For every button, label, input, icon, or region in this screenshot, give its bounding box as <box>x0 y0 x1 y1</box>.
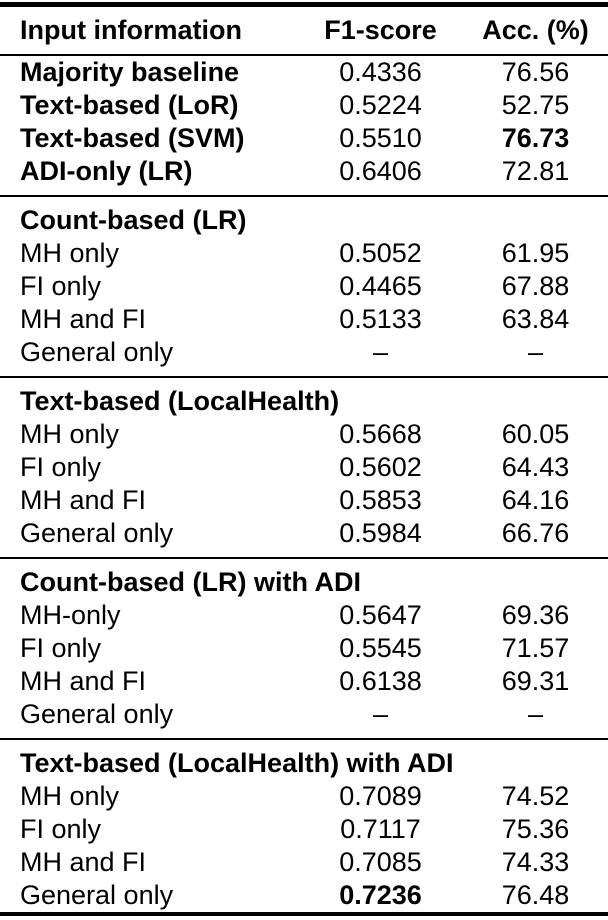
f1-value: 0.6138 <box>339 666 422 696</box>
table-row <box>0 698 608 731</box>
table-row <box>0 270 608 303</box>
acc-value: 66.76 <box>501 518 570 548</box>
acc-value: 75.36 <box>501 814 570 844</box>
table-bottom-rule <box>0 912 608 916</box>
acc-value: 64.43 <box>501 452 570 482</box>
row-label: MH-only <box>20 600 121 630</box>
f1-value: 0.5133 <box>339 304 422 334</box>
f1-value: 0.7089 <box>339 781 422 811</box>
acc-value: 74.33 <box>501 847 570 877</box>
f1-value: 0.7236 <box>339 880 422 910</box>
table-row <box>0 484 608 517</box>
table-row <box>0 56 608 89</box>
acc-value: 63.84 <box>501 304 570 334</box>
f1-value: 0.5545 <box>339 633 422 663</box>
row-label: General only <box>20 880 174 910</box>
acc-value: 67.88 <box>501 271 570 301</box>
f1-value: 0.5052 <box>339 238 422 268</box>
f1-value: – <box>372 699 389 729</box>
table-row <box>0 155 608 188</box>
row-label: General only <box>20 699 174 729</box>
table-row <box>0 451 608 484</box>
acc-value: – <box>527 699 544 729</box>
row-label: MH only <box>20 238 120 268</box>
table-row <box>0 813 608 846</box>
row-label: Text-based (LoR) <box>20 90 239 120</box>
f1-value: 0.5224 <box>339 90 422 120</box>
acc-value: 69.36 <box>501 600 570 630</box>
row-label: MH only <box>20 781 120 811</box>
acc-value: 52.75 <box>501 90 570 120</box>
row-label: MH only <box>20 419 120 449</box>
acc-value: 74.52 <box>501 781 570 811</box>
table-row <box>0 89 608 122</box>
f1-value: 0.5853 <box>339 485 422 515</box>
acc-value: 71.57 <box>501 633 570 663</box>
table-row <box>0 418 608 451</box>
table-row <box>0 879 608 912</box>
acc-value: 69.31 <box>501 666 570 696</box>
row-label: FI only <box>20 271 102 301</box>
section-header-row <box>0 204 608 237</box>
table-row <box>0 846 608 879</box>
column-header-input-information: Input information <box>20 15 242 45</box>
acc-value: 76.48 <box>501 880 570 910</box>
table-row <box>0 665 608 698</box>
section-header-row <box>0 385 608 418</box>
table-row <box>0 780 608 813</box>
results-table-body <box>0 56 608 912</box>
row-label: MH and FI <box>20 666 147 696</box>
section-divider-rule <box>0 550 608 566</box>
table-row <box>0 336 608 369</box>
section-header-row <box>0 566 608 599</box>
f1-value: 0.4336 <box>339 57 422 87</box>
f1-value: 0.7085 <box>339 847 422 877</box>
table-row <box>0 303 608 336</box>
acc-value: 76.73 <box>501 123 570 153</box>
row-label: General only <box>20 518 174 548</box>
section-title: Count-based (LR) <box>20 205 247 235</box>
f1-value: 0.4465 <box>339 271 422 301</box>
f1-value: – <box>372 337 389 367</box>
row-label: MH and FI <box>20 485 147 515</box>
column-header-accuracy: Acc. (%) <box>482 15 589 45</box>
acc-value: 60.05 <box>501 419 570 449</box>
f1-value: 0.5510 <box>339 123 422 153</box>
f1-value: 0.5647 <box>339 600 422 630</box>
row-label: General only <box>20 337 174 367</box>
section-divider-rule <box>0 731 608 747</box>
table-header-row <box>0 7 608 54</box>
row-label: FI only <box>20 452 102 482</box>
row-label: FI only <box>20 633 102 663</box>
row-label: MH and FI <box>20 847 147 877</box>
acc-value: 64.16 <box>501 485 570 515</box>
row-label: Text-based (SVM) <box>20 123 245 153</box>
table-row <box>0 122 608 155</box>
section-header-row <box>0 747 608 780</box>
row-label: Majority baseline <box>20 57 240 87</box>
f1-value: 0.5984 <box>339 518 422 548</box>
section-divider-rule <box>0 188 608 204</box>
column-header-f1-score: F1-score <box>324 15 437 45</box>
section-title: Count-based (LR) with ADI <box>20 567 361 597</box>
row-label: MH and FI <box>20 304 147 334</box>
section-title: Text-based (LocalHealth) <box>20 386 340 416</box>
section-divider-rule <box>0 369 608 385</box>
f1-value: 0.6406 <box>339 156 422 186</box>
acc-value: 76.56 <box>501 57 570 87</box>
acc-value: 61.95 <box>501 238 570 268</box>
table-row <box>0 632 608 665</box>
table-row <box>0 599 608 632</box>
table-row <box>0 517 608 550</box>
acc-value: – <box>527 337 544 367</box>
row-label: FI only <box>20 814 102 844</box>
f1-value: 0.5668 <box>339 419 422 449</box>
section-title: Text-based (LocalHealth) with ADI <box>20 748 454 778</box>
acc-value: 72.81 <box>501 156 570 186</box>
table-row <box>0 237 608 270</box>
row-label: ADI-only (LR) <box>20 156 193 186</box>
f1-value: 0.7117 <box>340 814 421 844</box>
f1-value: 0.5602 <box>339 452 422 482</box>
